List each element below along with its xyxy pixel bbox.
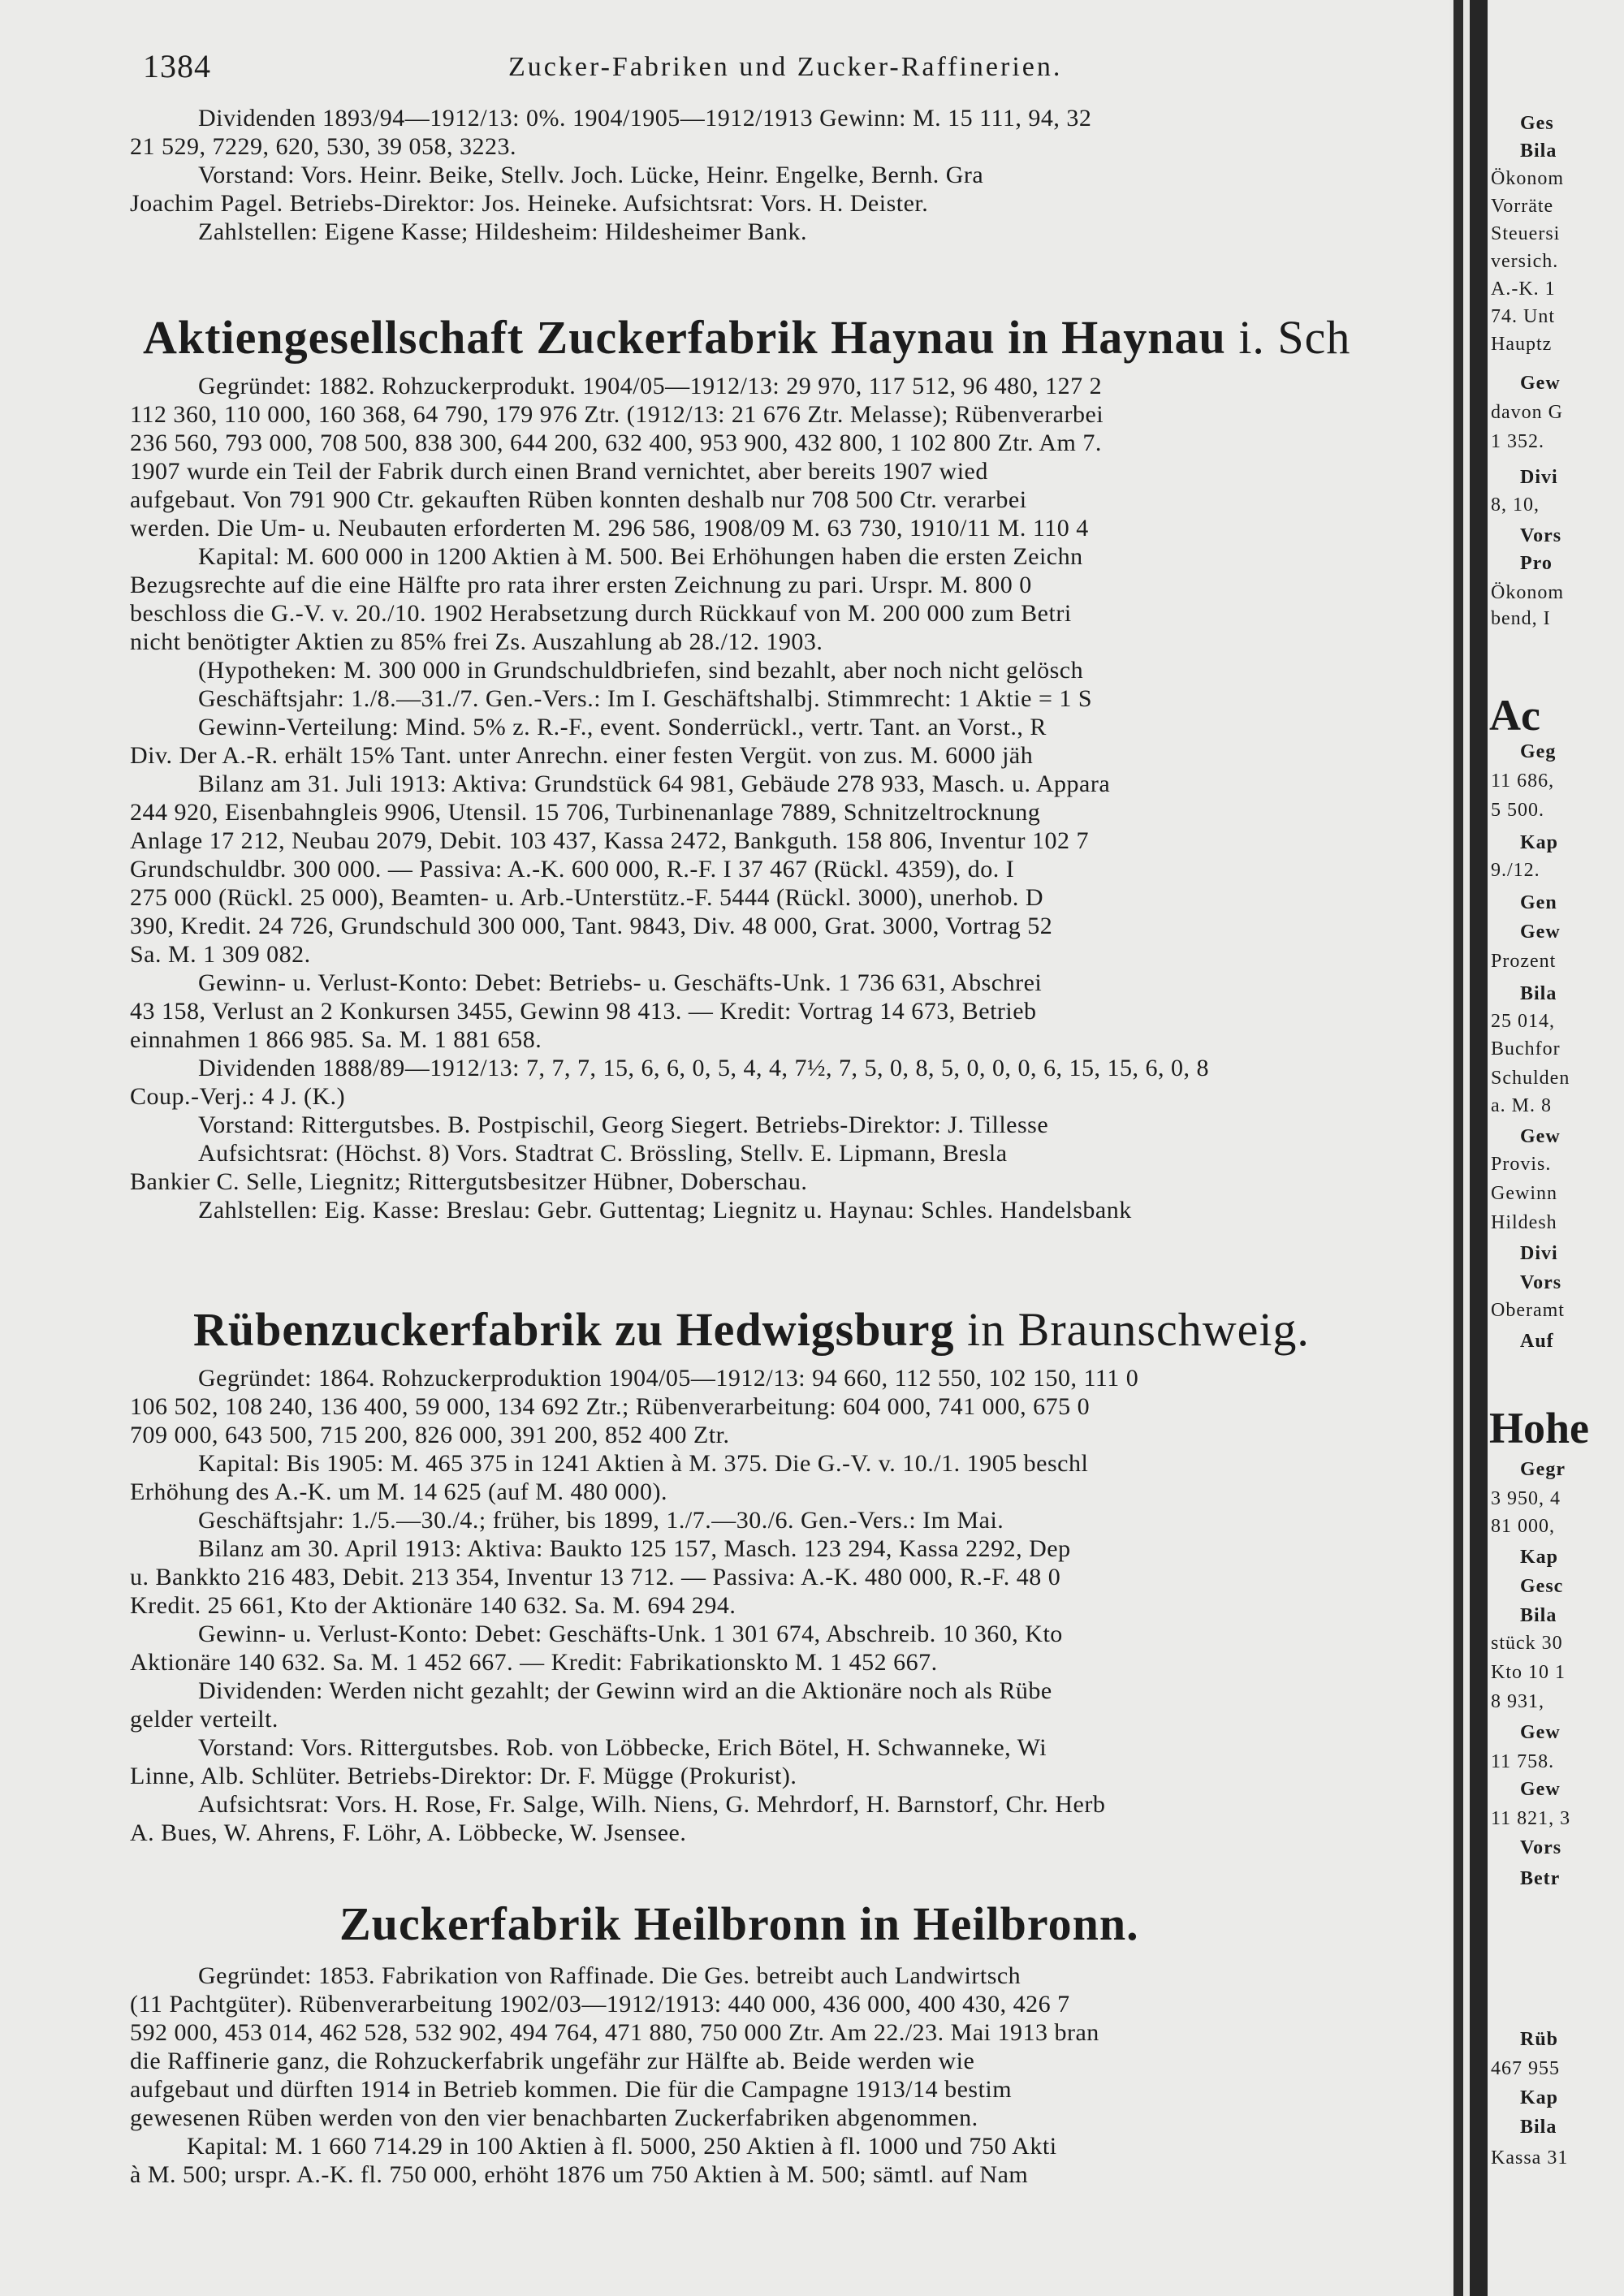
text-line: 236 560, 793 000, 708 500, 838 300, 644 200, 632 400, 953 900, 432 800, 1 102 800 Ztr. Am 7. <box>130 429 1102 456</box>
facing-page-line: 5 500. <box>1491 800 1544 821</box>
page-gutter <box>1453 0 1463 2296</box>
page-gutter-gap <box>1463 0 1470 2296</box>
text-line: Vorstand: Rittergutsbes. B. Postpischil, Georg Siegert. Betriebs-Direktor: J. Tillesse <box>198 1111 1049 1138</box>
facing-page-line: Hauptz <box>1491 334 1553 355</box>
running-header <box>143 47 1410 88</box>
facing-page-line: 11 686, <box>1491 770 1555 792</box>
text-line: Vorstand: Vors. Heinr. Beike, Stellv. Joch. Lücke, Heinr. Engelke, Bernh. Gra <box>198 162 984 188</box>
facing-page-line: Gew <box>1520 921 1561 943</box>
text-line: Bilanz am 30. April 1913: Aktiva: Baukto 125 157, Masch. 123 294, Kassa 2292, Dep <box>198 1535 1071 1562</box>
text-line: Coup.-Verj.: 4 J. (K.) <box>130 1083 346 1110</box>
facing-page-line: 3 950, 4 <box>1491 1488 1561 1509</box>
facing-page-line: Kassa 31 <box>1491 2147 1569 2169</box>
text-line: Bilanz am 31. Juli 1913: Aktiva: Grundstück 64 981, Gebäude 278 933, Masch. u. Appara <box>198 770 1111 797</box>
text-line: Aktionäre 140 632. Sa. M. 1 452 667. — Kredit: Fabrikationskto M. 1 452 667. <box>130 1649 938 1676</box>
facing-page-line: Vors <box>1520 1272 1562 1293</box>
text-line: à M. 500; urspr. A.-K. fl. 750 000, erhöht 1876 um 750 Aktien à M. 500; sämtl. auf Nam <box>130 2161 1029 2188</box>
text-line: Gegründet: 1864. Rohzuckerproduktion 1904/05—1912/13: 94 660, 112 550, 102 150, 111 0 <box>198 1365 1139 1392</box>
text-line: Geschäftsjahr: 1./8.—31./7. Gen.-Vers.: Im I. Geschäftshalbj. Stimmrecht: 1 Aktie = 1 S <box>198 685 1093 712</box>
facing-page-line: Rüb <box>1520 2029 1559 2050</box>
facing-page-line: A.-K. 1 <box>1491 278 1556 300</box>
text-line: (11 Pachtgüter). Rübenverarbeitung 1902/03—1912/1913: 440 000, 436 000, 400 430, 426 7 <box>130 1991 1070 2018</box>
facing-page-line: Ökonom <box>1491 582 1564 603</box>
text-line: 106 502, 108 240, 136 400, 59 000, 134 692 Ztr.; Rübenverarbeitung: 604 000, 741 000, 675 0 <box>130 1393 1091 1420</box>
text-line: Sa. M. 1 309 082. <box>130 941 311 968</box>
entry-title: Aktiengesellschaft Zuckerfabrik Haynau in Haynau <box>143 311 1226 364</box>
facing-page-line: Vors <box>1520 1837 1562 1858</box>
facing-page-line: Ökonom <box>1491 168 1564 189</box>
facing-page-line: Oberamt <box>1491 1300 1565 1321</box>
text-line: Kapital: M. 1 660 714.29 in 100 Aktien à fl. 5000, 250 Aktien à fl. 1000 und 750 Akti <box>187 2133 1057 2160</box>
entry-continued <box>130 104 1413 246</box>
text-line: beschloss die G.-V. v. 20./10. 1902 Herabsetzung durch Rückkauf von M. 200 000 zum Betri <box>130 600 1072 627</box>
text-line: 21 529, 7229, 620, 530, 39 058, 3223. <box>130 133 516 160</box>
facing-page-line: Kap <box>1520 832 1559 853</box>
entry-title: Rübenzuckerfabrik zu Hedwigsburg <box>193 1303 955 1356</box>
text-line: Bankier C. Selle, Liegnitz; Rittergutsbesitzer Hübner, Doberschau. <box>130 1168 808 1195</box>
facing-page-line: 11 821, 3 <box>1491 1808 1571 1829</box>
text-line: 43 158, Verlust an 2 Konkursen 3455, Gewinn 98 413. — Kredit: Vortrag 14 673, Betrieb <box>130 998 1037 1025</box>
entry-body-heilbronn <box>130 1962 1413 2189</box>
text-line: Vorstand: Vors. Rittergutsbes. Rob. von Löbbecke, Erich Bötel, H. Schwanneke, Wi <box>198 1734 1047 1761</box>
facing-page-line: Schulden <box>1491 1068 1570 1089</box>
facing-page-line: Buchfor <box>1491 1038 1561 1060</box>
facing-page-line: 467 955 <box>1491 2058 1560 2079</box>
text-line: Gegründet: 1853. Fabrikation von Raffinade. Die Ges. betreibt auch Landwirtsch <box>198 1962 1021 1989</box>
text-line: nicht benötigter Aktien zu 85% frei Zs. Auszahlung ab 28./12. 1903. <box>130 628 823 655</box>
text-line: 709 000, 643 500, 715 200, 826 000, 391 200, 852 400 Ztr. <box>130 1422 730 1448</box>
text-line: Geschäftsjahr: 1./5.—30./4.; früher, bis 1899, 1./7.—30./6. Gen.-Vers.: Im Mai. <box>198 1507 1004 1534</box>
facing-page-line: Prozent <box>1491 951 1557 972</box>
text-line: A. Bues, W. Ahrens, F. Löhr, A. Löbbecke, W. Jsensee. <box>130 1819 687 1846</box>
facing-page-line: Gesc <box>1520 1576 1564 1597</box>
facing-page-line: bend, I <box>1491 608 1551 629</box>
text-line: gewesenen Rüben werden von den vier benachbarten Zuckerfabriken abgenommen. <box>130 2104 978 2131</box>
facing-page-heading: Hohe <box>1489 1404 1590 1452</box>
facing-page-line: stück 30 <box>1491 1633 1563 1654</box>
page-gutter-shadow <box>1470 0 1488 2296</box>
text-line: Bezugsrechte auf die eine Hälfte pro rata ihrer ersten Zeichnung zu pari. Urspr. M. 800 0 <box>130 572 1032 598</box>
text-line: Erhöhung des A.-K. um M. 14 625 (auf M. 480 000). <box>130 1478 667 1505</box>
facing-page-line: 74. Unt <box>1491 306 1555 327</box>
text-line: 1907 wurde ein Teil der Fabrik durch einen Brand vernichtet, aber bereits 1907 wied <box>130 458 988 485</box>
facing-page-line: Provis. <box>1491 1154 1552 1175</box>
entry-title: Zuckerfabrik Heilbronn in Heilbronn. <box>339 1897 1139 1950</box>
text-line: Aufsichtsrat: Vors. H. Rose, Fr. Salge, Wilh. Niens, G. Mehrdorf, H. Barnstorf, Chr. Herb <box>198 1791 1106 1818</box>
text-line: Gegründet: 1882. Rohzuckerprodukt. 1904/05—1912/13: 29 970, 117 512, 96 480, 127 2 <box>198 373 1103 399</box>
facing-page-line: Bila <box>1520 983 1557 1004</box>
facing-page-line: 1 352. <box>1491 431 1544 452</box>
facing-page-line: Pro <box>1520 553 1553 574</box>
facing-page-line: Vors <box>1520 525 1562 546</box>
entry-heading-haynau <box>143 310 1350 365</box>
facing-page-line: 8 931, <box>1491 1691 1544 1712</box>
text-line: einnahmen 1 866 985. Sa. M. 1 881 658. <box>130 1026 542 1053</box>
facing-page-line: Kap <box>1520 1547 1559 1568</box>
right-page-edge <box>1488 0 1624 2296</box>
text-line: Grundschuldbr. 300 000. — Passiva: A.-K. 600 000, R.-F. I 37 467 (Rückl. 4359), do. I <box>130 856 1015 883</box>
facing-page-line: 25 014, <box>1491 1011 1555 1032</box>
facing-page-line: davon G <box>1491 402 1563 423</box>
text-line: Kapital: Bis 1905: M. 465 375 in 1241 Aktien à M. 375. Die G.-V. v. 10./1. 1905 beschl <box>198 1450 1089 1477</box>
running-title: Zucker-Fabriken und Zucker-Raffinerien. <box>508 52 1063 82</box>
entry-body-hedwigsburg <box>130 1364 1413 1847</box>
text-line: Dividenden 1893/94—1912/13: 0%. 1904/1905—1912/1913 Gewinn: M. 15 111, 94, 32 <box>198 105 1092 132</box>
facing-page-line: 81 000, <box>1491 1516 1555 1537</box>
facing-page-line: Gew <box>1520 373 1561 394</box>
facing-page-line: Divi <box>1520 467 1558 488</box>
facing-page-line: Gewinn <box>1491 1183 1557 1204</box>
text-line: aufgebaut und dürften 1914 in Betrieb kommen. Die für die Campagne 1913/14 bestim <box>130 2076 1013 2103</box>
text-line: Dividenden: Werden nicht gezahlt; der Gewinn wird an die Aktionäre noch als Rübe <box>198 1677 1052 1704</box>
text-line: Kapital: M. 600 000 in 1200 Aktien à M. 500. Bei Erhöhungen haben die ersten Zeichn <box>198 543 1083 570</box>
facing-page-line: Auf <box>1520 1331 1554 1352</box>
facing-page-line: Hildesh <box>1491 1212 1557 1233</box>
facing-page-line: Betr <box>1520 1868 1561 1889</box>
facing-page-line: 9./12. <box>1491 860 1540 881</box>
text-line: u. Bankkto 216 483, Debit. 213 354, Inventur 13 712. — Passiva: A.-K. 480 000, R.-F. 48 0 <box>130 1564 1061 1590</box>
text-line: gelder verteilt. <box>130 1706 279 1733</box>
text-line: Gewinn- u. Verlust-Konto: Debet: Geschäfts-Unk. 1 301 674, Abschreib. 10 360, Kto <box>198 1621 1063 1647</box>
text-line: 592 000, 453 014, 462 528, 532 902, 494 764, 471 880, 750 000 Ztr. Am 22./23. Mai 1913 bran <box>130 2019 1099 2046</box>
facing-page-line: Vorräte <box>1491 196 1554 217</box>
facing-page-line: Gen <box>1520 892 1557 913</box>
facing-page-line: Gew <box>1520 1779 1561 1800</box>
text-line: Linne, Alb. Schlüter. Betriebs-Direktor: Dr. F. Mügge (Prokurist). <box>130 1763 797 1789</box>
text-line: die Raffinerie ganz, die Rohzuckerfabrik ungefähr zur Hälfte ab. Beide werden wie <box>130 2048 975 2074</box>
text-line: Gewinn- u. Verlust-Konto: Debet: Betriebs- u. Geschäfts-Unk. 1 736 631, Abschrei <box>198 969 1043 996</box>
text-line: werden. Die Um- u. Neubauten erforderten M. 296 586, 1908/09 M. 63 730, 1910/11 M. 110 4 <box>130 515 1089 542</box>
facing-page-heading: Ac <box>1489 691 1540 740</box>
facing-page-line: Geg <box>1520 741 1557 762</box>
facing-page-line: Kap <box>1520 2087 1559 2108</box>
text-line: aufgebaut. Von 791 900 Ctr. gekauften Rüben konnten deshalb nur 708 500 Ctr. verarbei <box>130 486 1027 513</box>
text-line: 112 360, 110 000, 160 368, 64 790, 179 976 Ztr. (1912/13: 21 676 Ztr. Melasse); Rübenverarbei <box>130 401 1104 428</box>
facing-page-line: Bila <box>1520 140 1557 162</box>
text-line: Anlage 17 212, Neubau 2079, Debit. 103 437, Kassa 2472, Bankguth. 158 806, Inventur 102 7 <box>130 827 1090 854</box>
entry-title-suffix: in Braunschweig. <box>967 1303 1310 1356</box>
text-line: Dividenden 1888/89—1912/13: 7, 7, 7, 15, 6, 6, 0, 5, 4, 4, 7½, 7, 5, 0, 8, 5, 0, 0, 0, 6, 15, 15, 6, 0, 8 <box>198 1055 1209 1081</box>
text-line: Zahlstellen: Eig. Kasse: Breslau: Gebr. Guttentag; Liegnitz u. Haynau: Schles. Handelsbank <box>198 1197 1132 1224</box>
facing-page-line: Ges <box>1520 113 1554 134</box>
entry-heading-hedwigsburg <box>193 1302 1310 1357</box>
facing-page-line: Bila <box>1520 1605 1557 1626</box>
entry-heading-heilbronn <box>339 1897 1139 1951</box>
text-line: Div. Der A.-R. erhält 15% Tant. unter Anrechn. einer festen Vergüt. von zus. M. 6000 jäh <box>130 742 1034 769</box>
facing-page-line: Divi <box>1520 1243 1558 1264</box>
facing-page-line: 8, 10, <box>1491 494 1540 516</box>
text-line: (Hypotheken: M. 300 000 in Grundschuldbriefen, sind bezahlt, aber noch nicht gelösch <box>198 657 1084 684</box>
facing-page-line: Gew <box>1520 1126 1561 1147</box>
facing-page-line: Kto 10 1 <box>1491 1662 1566 1683</box>
text-line: Aufsichtsrat: (Höchst. 8) Vors. Stadtrat C. Brössling, Stellv. E. Lipmann, Bresla <box>198 1140 1008 1167</box>
facing-page-line: Gegr <box>1520 1459 1566 1480</box>
entry-body-haynau <box>130 372 1413 1224</box>
facing-page-line: Gew <box>1520 1722 1561 1743</box>
facing-page-line: a. M. 8 <box>1491 1095 1552 1116</box>
text-line: 244 920, Eisenbahngleis 9906, Utensil. 15 706, Turbinenanlage 7889, Schnitzeltrocknung <box>130 799 1041 826</box>
facing-page-line: Steuersi <box>1491 223 1561 244</box>
text-line: 390, Kredit. 24 726, Grundschuld 300 000, Tant. 9843, Div. 48 000, Grat. 3000, Vortrag 52 <box>130 913 1053 939</box>
text-line: 275 000 (Rückl. 25 000), Beamten- u. Arb.-Unterstütz.-F. 5444 (Rückl. 3000), unerhob. D <box>130 884 1044 911</box>
text-line: Kredit. 25 661, Kto der Aktionäre 140 632. Sa. M. 694 294. <box>130 1592 736 1619</box>
text-line: Gewinn-Verteilung: Mind. 5% z. R.-F., event. Sonderrückl., vertr. Tant. an Vorst., R <box>198 714 1047 740</box>
entry-title-suffix: i. Sch <box>1238 311 1351 364</box>
facing-page-line: versich. <box>1491 251 1559 272</box>
facing-page-line: 11 758. <box>1491 1751 1555 1772</box>
text-line: Joachim Pagel. Betriebs-Direktor: Jos. Heineke. Aufsichtsrat: Vors. H. Deister. <box>130 190 929 217</box>
facing-page-line: Bila <box>1520 2117 1557 2138</box>
text-line: Zahlstellen: Eigene Kasse; Hildesheim: Hildesheimer Bank. <box>198 218 807 245</box>
page-number: 1384 <box>143 48 211 84</box>
